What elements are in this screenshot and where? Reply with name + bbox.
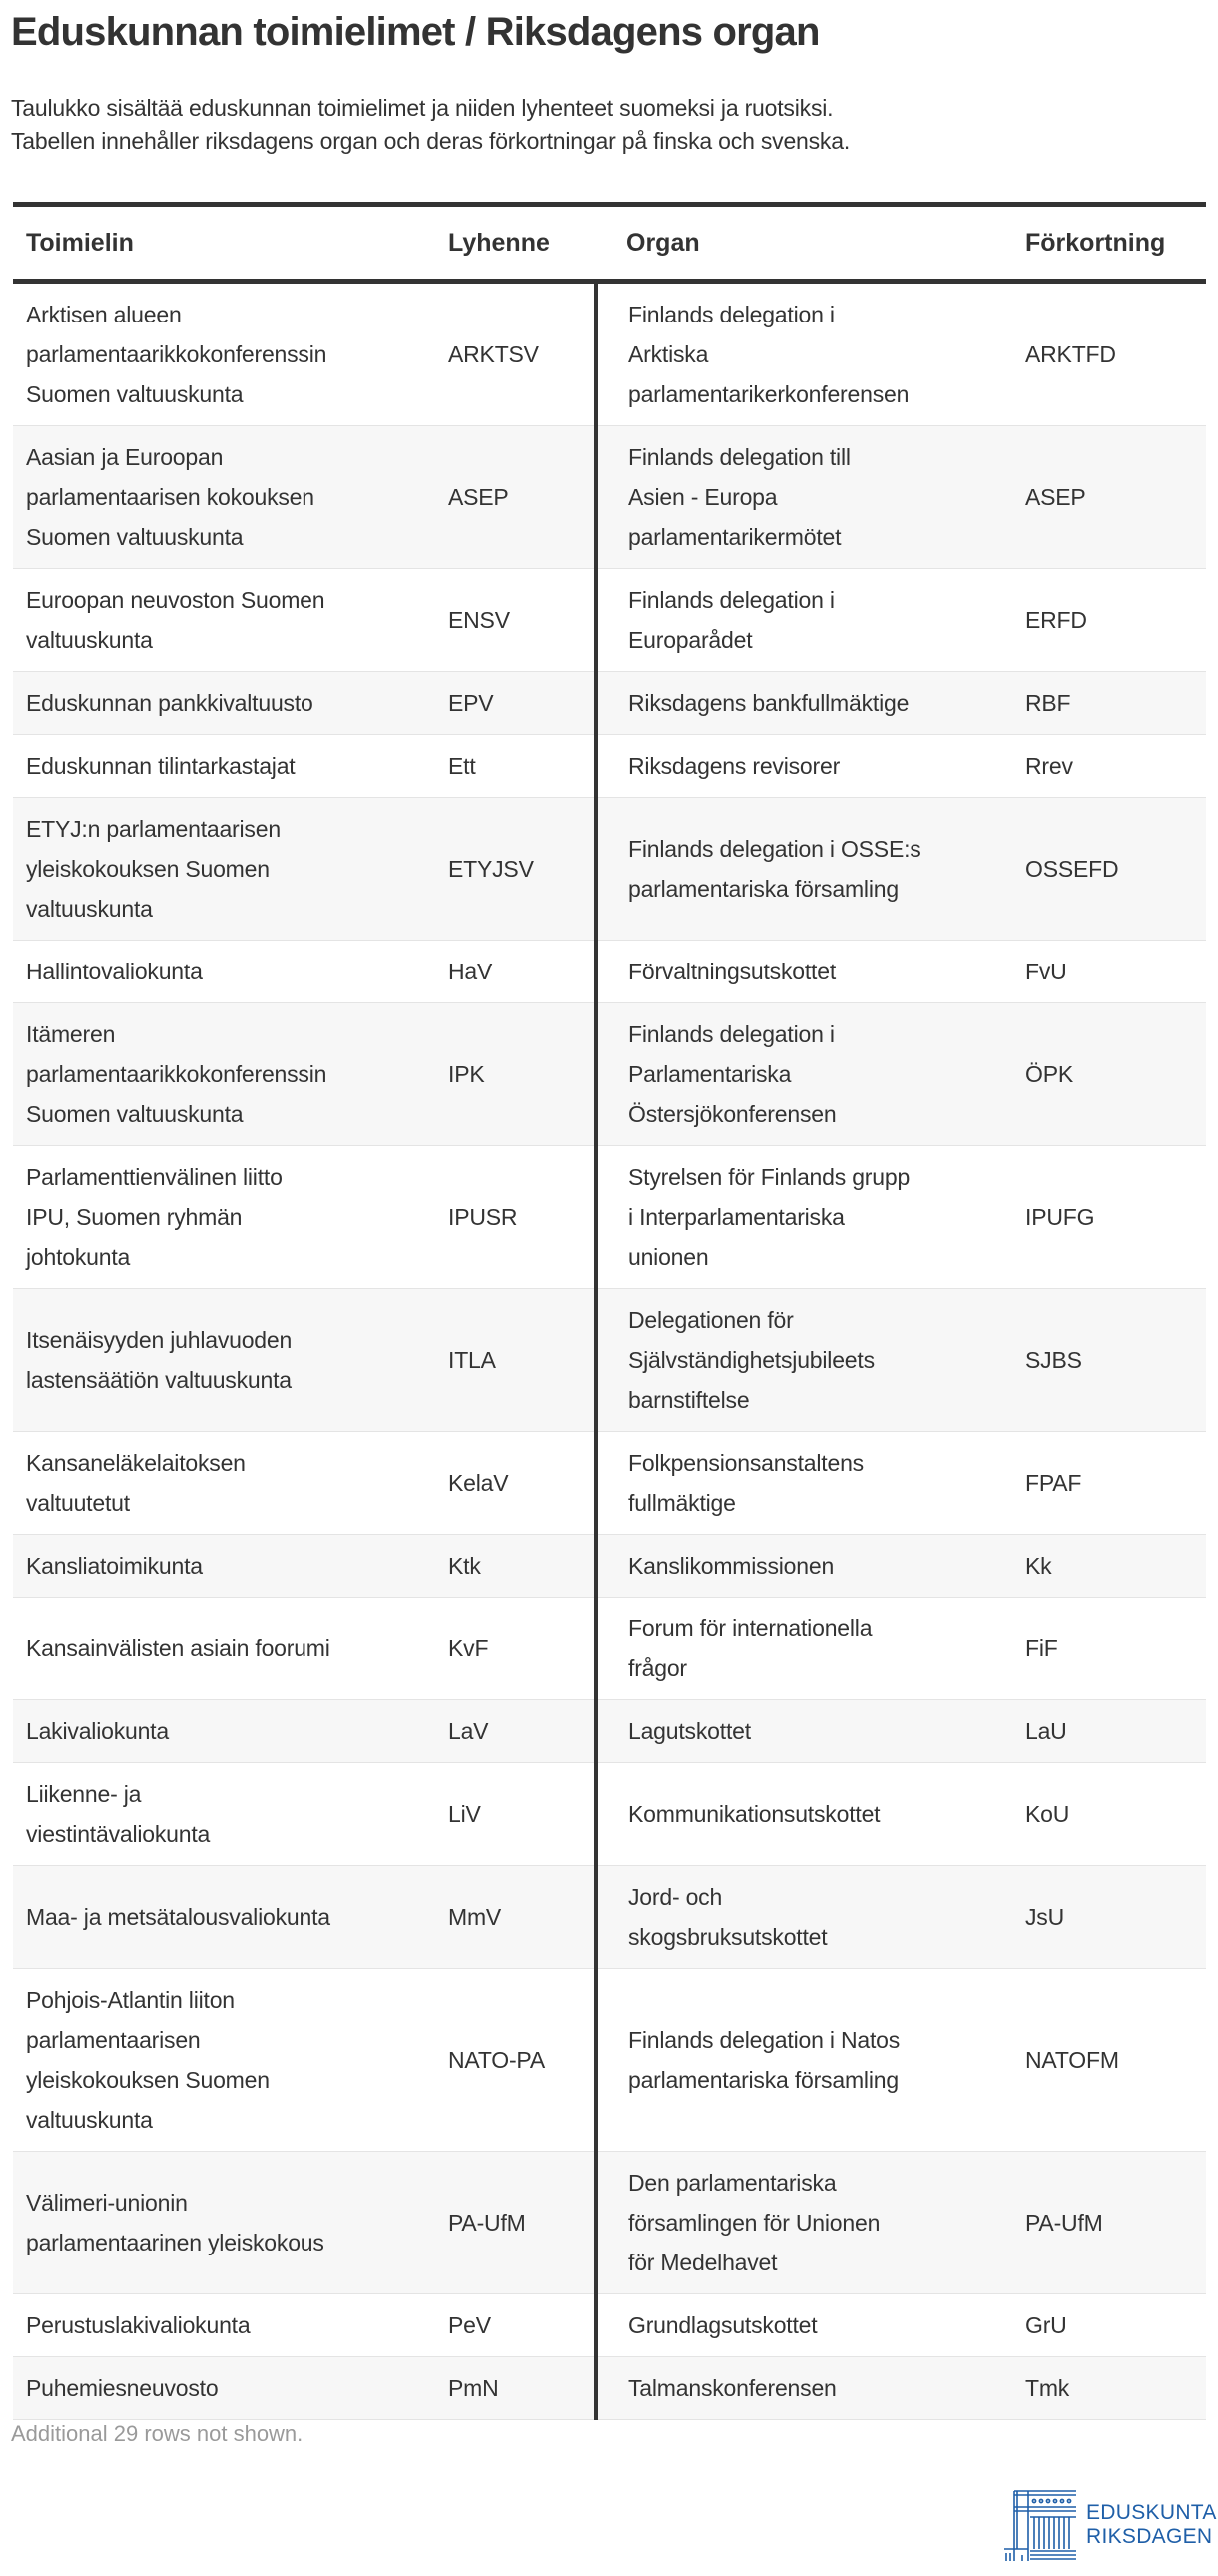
logo-text-fi: EDUSKUNTA bbox=[1086, 2501, 1217, 2524]
cell-toimielin: Eduskunnan tilintarkastajat bbox=[13, 735, 435, 798]
cell-forkortning: LaU bbox=[1012, 1700, 1206, 1763]
cell-lyhenne: MmV bbox=[435, 1866, 596, 1969]
table-row bbox=[13, 1763, 1206, 1866]
cell-organ: Riksdagens revisorer bbox=[596, 735, 1012, 798]
cell-organ: Delegationen för Självständighetsjubileets barnstiftelse bbox=[596, 1289, 1012, 1432]
footer-note: Additional 29 rows not shown. bbox=[11, 2421, 304, 2446]
table-row bbox=[13, 941, 1206, 1003]
cell-toimielin: Puhemiesneuvosto bbox=[13, 2357, 435, 2420]
cell-forkortning: OSSEFD bbox=[1012, 798, 1206, 941]
table-row bbox=[13, 1700, 1206, 1763]
cell-toimielin: Euroopan neuvoston Suomen valtuuskunta bbox=[13, 569, 435, 672]
cell-lyhenne: ASEP bbox=[435, 426, 596, 569]
table-header-row bbox=[13, 205, 1206, 282]
description-fi: Taulukko sisältää eduskunnan toimielimet ja niiden lyhenteet suomeksi ja ruotsiksi. bbox=[11, 95, 834, 121]
cell-lyhenne: PmN bbox=[435, 2357, 596, 2420]
cell-organ: Grundlagsutskottet bbox=[596, 2294, 1012, 2357]
cell-forkortning: SJBS bbox=[1012, 1289, 1206, 1432]
table-body bbox=[13, 282, 1206, 2420]
description bbox=[11, 92, 850, 158]
cell-organ: Styrelsen för Finlands grupp i Interparlamentariska unionen bbox=[596, 1146, 1012, 1289]
cell-organ: Finlands delegation i Arktiska parlamentarikerkonferensen bbox=[596, 282, 1012, 426]
cell-toimielin: Kansliatoimikunta bbox=[13, 1535, 435, 1598]
table-row bbox=[13, 2357, 1206, 2420]
cell-toimielin: Kansaneläkelaitoksen valtuutetut bbox=[13, 1432, 435, 1535]
cell-lyhenne: Ktk bbox=[435, 1535, 596, 1598]
cell-organ: Kommunikationsutskottet bbox=[596, 1763, 1012, 1866]
cell-lyhenne: PA-UfM bbox=[435, 2152, 596, 2294]
cell-forkortning: ARKTFD bbox=[1012, 282, 1206, 426]
cell-toimielin: ETYJ:n parlamentaarisen yleiskokouksen Suomen valtuuskunta bbox=[13, 798, 435, 941]
cell-forkortning: GrU bbox=[1012, 2294, 1206, 2357]
cell-toimielin: Perustuslakivaliokunta bbox=[13, 2294, 435, 2357]
table-row bbox=[13, 1003, 1206, 1146]
cell-toimielin: Itsenäisyyden juhlavuoden lastensäätiön valtuuskunta bbox=[13, 1289, 435, 1432]
cell-organ: Finlands delegation i Parlamentariska Östersjökonferensen bbox=[596, 1003, 1012, 1146]
cell-organ: Den parlamentariska församlingen för Unionen för Medelhavet bbox=[596, 2152, 1012, 2294]
cell-organ: Kanslikommissionen bbox=[596, 1535, 1012, 1598]
cell-toimielin: Parlamenttienvälinen liitto IPU, Suomen ryhmän johtokunta bbox=[13, 1146, 435, 1289]
cell-toimielin: Pohjois-Atlantin liiton parlamentaarisen yleiskokouksen Suomen valtuuskunta bbox=[13, 1969, 435, 2152]
column-header-toimielin: Toimielin bbox=[13, 205, 435, 282]
cell-forkortning: FvU bbox=[1012, 941, 1206, 1003]
cell-organ: Forum för internationella frågor bbox=[596, 1598, 1012, 1700]
cell-forkortning: PA-UfM bbox=[1012, 2152, 1206, 2294]
cell-lyhenne: ETYJSV bbox=[435, 798, 596, 941]
table-row bbox=[13, 1598, 1206, 1700]
table-row bbox=[13, 1432, 1206, 1535]
cell-organ: Finlands delegation i OSSE:s parlamentariska församling bbox=[596, 798, 1012, 941]
organs-table bbox=[13, 202, 1206, 2420]
parliament-building-icon bbox=[1004, 2489, 1076, 2561]
cell-toimielin: Lakivaliokunta bbox=[13, 1700, 435, 1763]
description-sv: Tabellen innehåller riksdagens organ och deras förkortningar på finska och svenska. bbox=[11, 128, 851, 154]
cell-organ: Talmanskonferensen bbox=[596, 2357, 1012, 2420]
table-row bbox=[13, 1535, 1206, 1598]
cell-lyhenne: EPV bbox=[435, 672, 596, 735]
cell-forkortning: RBF bbox=[1012, 672, 1206, 735]
cell-forkortning: FPAF bbox=[1012, 1432, 1206, 1535]
table-row bbox=[13, 1289, 1206, 1432]
logo-text-sv: RIKSDAGEN bbox=[1086, 2525, 1213, 2548]
cell-toimielin: Kansainvälisten asiain foorumi bbox=[13, 1598, 435, 1700]
table-row bbox=[13, 282, 1206, 426]
column-header-lyhenne: Lyhenne bbox=[435, 205, 596, 282]
cell-organ: Finlands delegation i Natos parlamentariska församling bbox=[596, 1969, 1012, 2152]
cell-lyhenne: LiV bbox=[435, 1763, 596, 1866]
cell-organ: Finlands delegation till Asien - Europa parlamentarikermötet bbox=[596, 426, 1012, 569]
cell-forkortning: JsU bbox=[1012, 1866, 1206, 1969]
cell-lyhenne: KelaV bbox=[435, 1432, 596, 1535]
cell-forkortning: Tmk bbox=[1012, 2357, 1206, 2420]
table-row bbox=[13, 735, 1206, 798]
cell-toimielin: Hallintovaliokunta bbox=[13, 941, 435, 1003]
cell-forkortning: KoU bbox=[1012, 1763, 1206, 1866]
table-row bbox=[13, 1146, 1206, 1289]
table-row bbox=[13, 798, 1206, 941]
cell-organ: Finlands delegation i Europarådet bbox=[596, 569, 1012, 672]
cell-organ: Folkpensionsanstaltens fullmäktige bbox=[596, 1432, 1012, 1535]
cell-forkortning: Rrev bbox=[1012, 735, 1206, 798]
eduskunta-logo bbox=[1004, 2489, 1217, 2561]
cell-lyhenne: IPUSR bbox=[435, 1146, 596, 1289]
cell-lyhenne: LaV bbox=[435, 1700, 596, 1763]
column-header-forkortning: Förkortning bbox=[1012, 205, 1206, 282]
cell-lyhenne: NATO-PA bbox=[435, 1969, 596, 2152]
cell-forkortning: FiF bbox=[1012, 1598, 1206, 1700]
cell-forkortning: ERFD bbox=[1012, 569, 1206, 672]
cell-organ: Jord- och skogsbruksutskottet bbox=[596, 1866, 1012, 1969]
cell-forkortning: ÖPK bbox=[1012, 1003, 1206, 1146]
cell-forkortning: Kk bbox=[1012, 1535, 1206, 1598]
cell-lyhenne: Ett bbox=[435, 735, 596, 798]
cell-toimielin: Liikenne- ja viestintävaliokunta bbox=[13, 1763, 435, 1866]
cell-toimielin: Eduskunnan pankkivaltuusto bbox=[13, 672, 435, 735]
table-row bbox=[13, 2294, 1206, 2357]
cell-lyhenne: IPK bbox=[435, 1003, 596, 1146]
cell-toimielin: Aasian ja Euroopan parlamentaarisen kokouksen Suomen valtuuskunta bbox=[13, 426, 435, 569]
table-row bbox=[13, 569, 1206, 672]
cell-toimielin: Itämeren parlamentaarikkokonferenssin Suomen valtuuskunta bbox=[13, 1003, 435, 1146]
cell-organ: Riksdagens bankfullmäktige bbox=[596, 672, 1012, 735]
cell-organ: Lagutskottet bbox=[596, 1700, 1012, 1763]
cell-lyhenne: PeV bbox=[435, 2294, 596, 2357]
table-row bbox=[13, 2152, 1206, 2294]
cell-lyhenne: ITLA bbox=[435, 1289, 596, 1432]
cell-toimielin: Maa- ja metsätalousvaliokunta bbox=[13, 1866, 435, 1969]
table-row bbox=[13, 672, 1206, 735]
cell-toimielin: Välimeri-unionin parlamentaarinen yleiskokous bbox=[13, 2152, 435, 2294]
cell-lyhenne: KvF bbox=[435, 1598, 596, 1700]
page-title: Eduskunnan toimielimet / Riksdagens organ bbox=[11, 10, 820, 54]
cell-organ: Förvaltningsutskottet bbox=[596, 941, 1012, 1003]
cell-lyhenne: ENSV bbox=[435, 569, 596, 672]
cell-lyhenne: ARKTSV bbox=[435, 282, 596, 426]
cell-toimielin: Arktisen alueen parlamentaarikkokonferenssin Suomen valtuuskunta bbox=[13, 282, 435, 426]
table-row bbox=[13, 1969, 1206, 2152]
cell-lyhenne: HaV bbox=[435, 941, 596, 1003]
column-header-organ: Organ bbox=[596, 205, 1012, 282]
cell-forkortning: IPUFG bbox=[1012, 1146, 1206, 1289]
table-row bbox=[13, 1866, 1206, 1969]
table-row bbox=[13, 426, 1206, 569]
cell-forkortning: NATOFM bbox=[1012, 1969, 1206, 2152]
cell-forkortning: ASEP bbox=[1012, 426, 1206, 569]
